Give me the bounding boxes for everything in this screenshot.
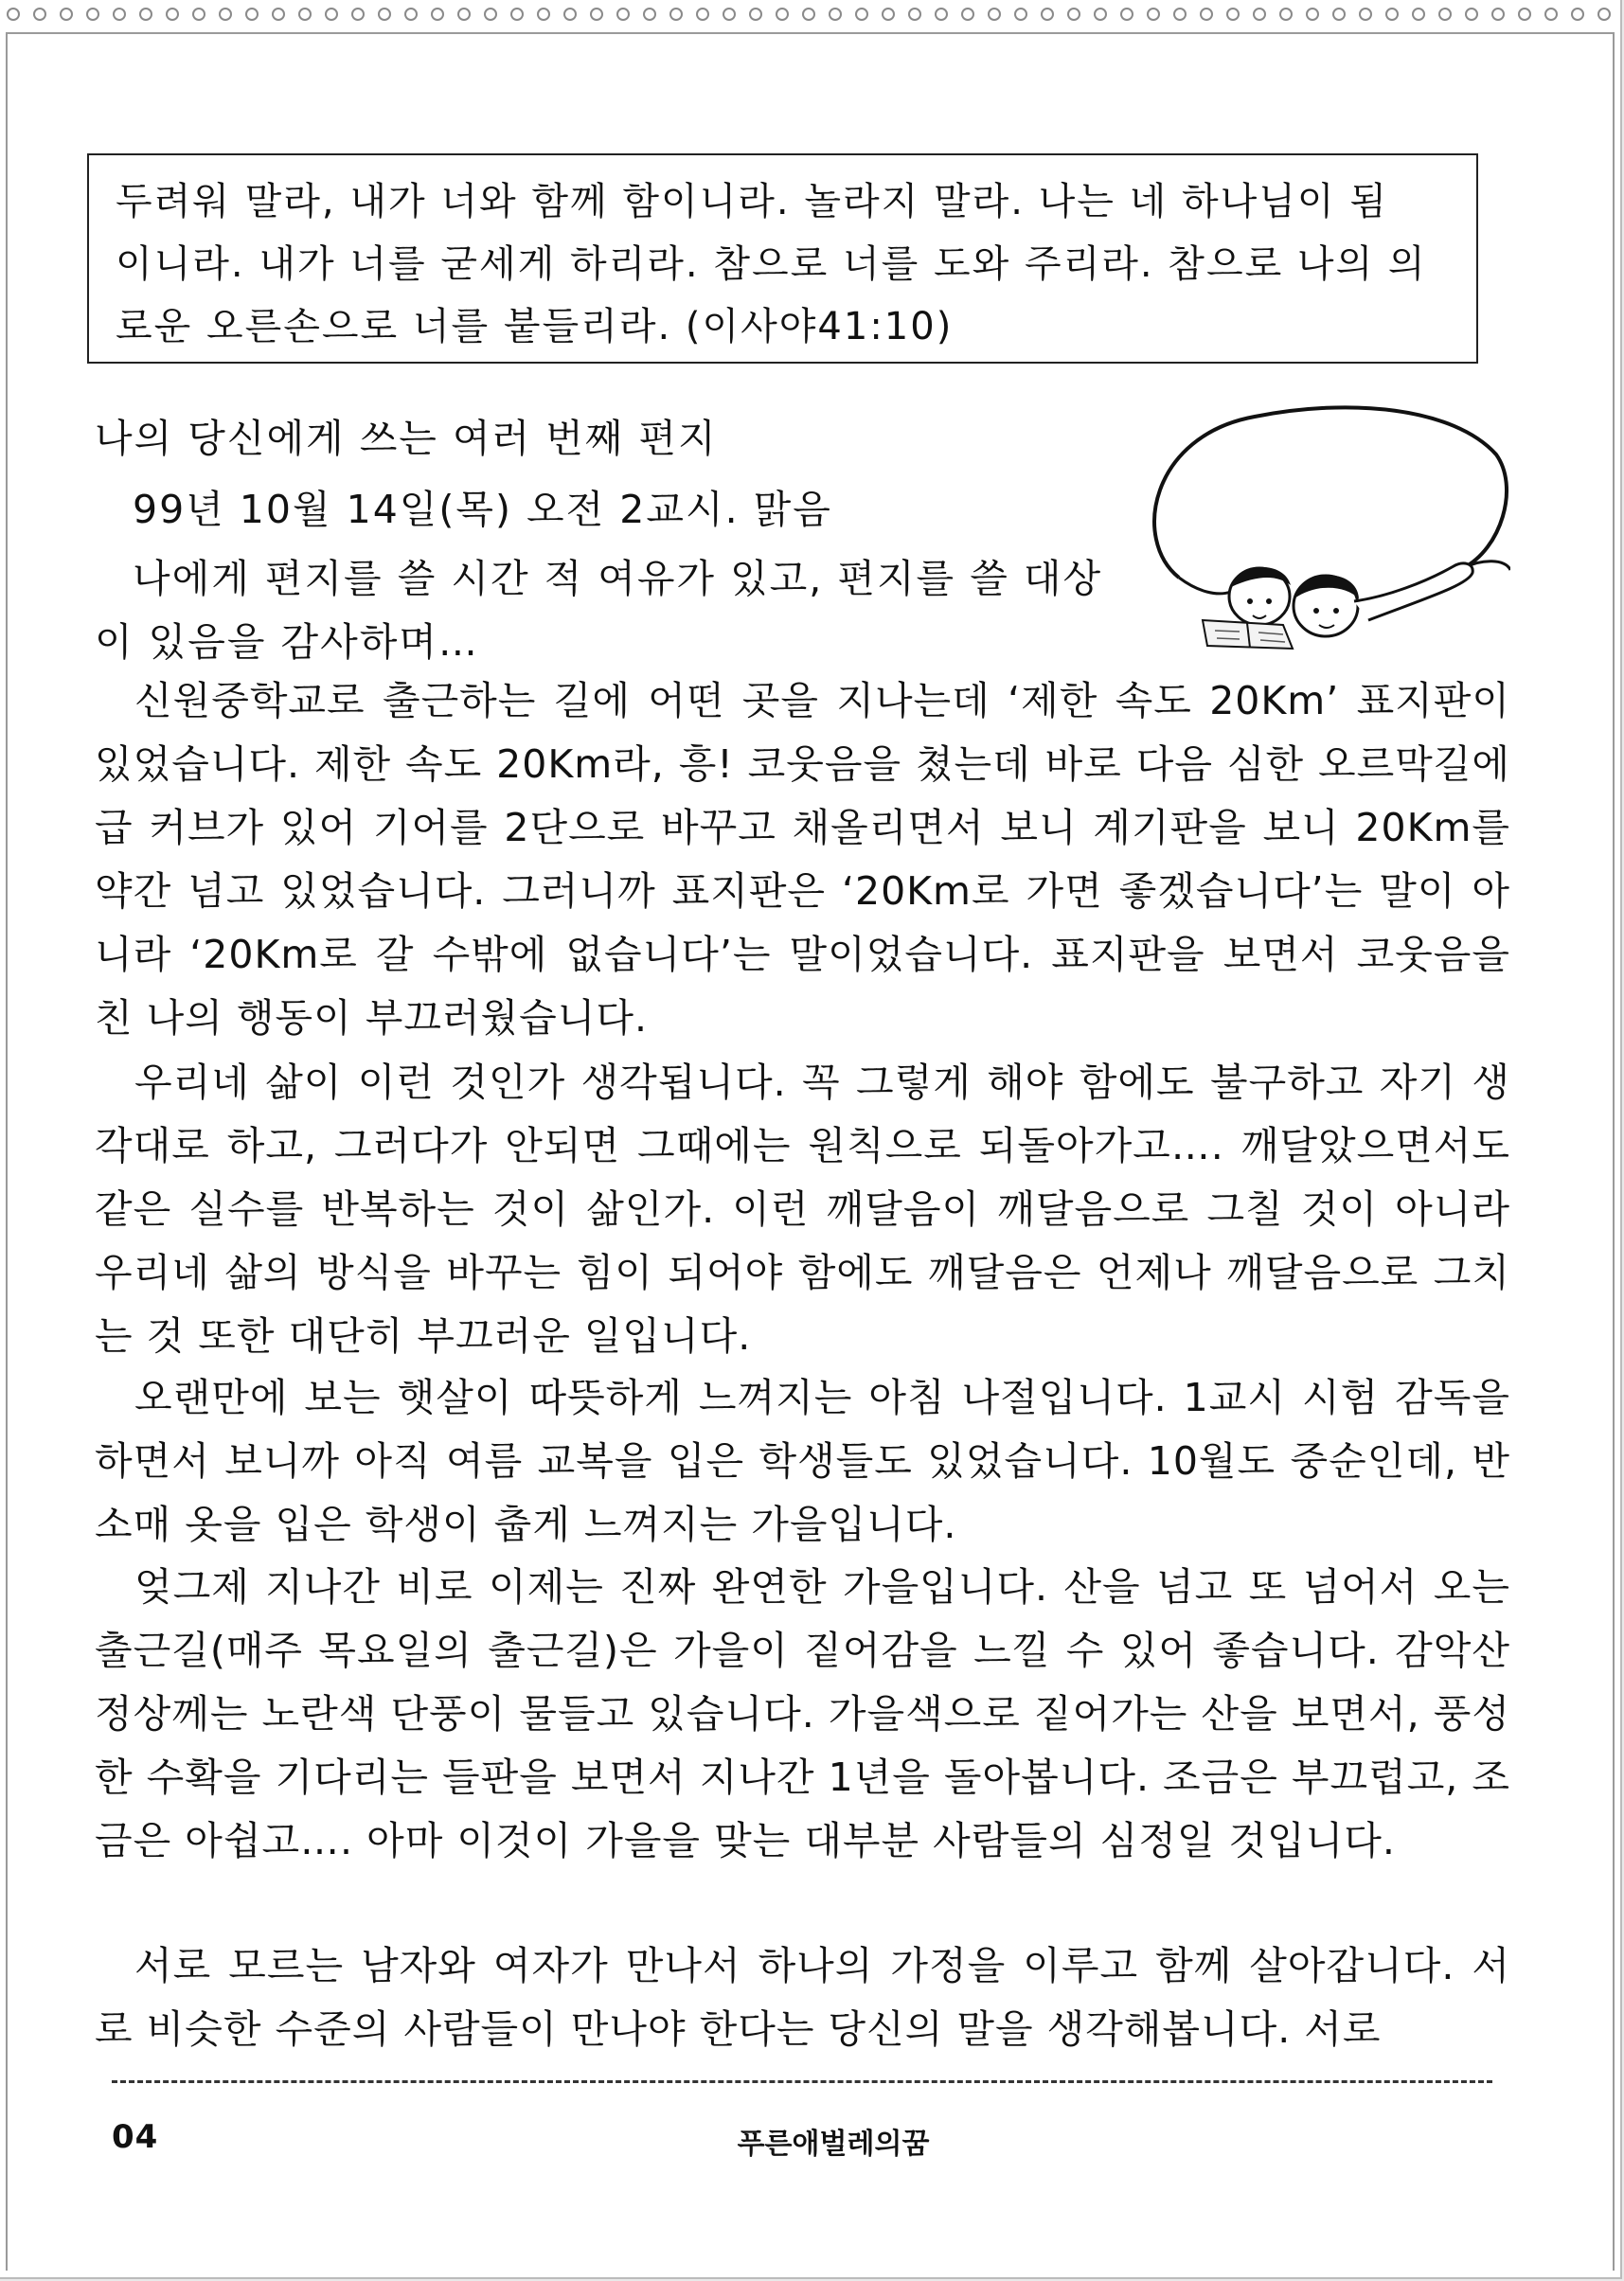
verse-line-2: 이니라. 내가 너를 굳세게 하리라. 참으로 너를 도와 주리라. 참으로 나의 의 xyxy=(116,242,1427,286)
binding-rings xyxy=(0,2,1624,27)
page-frame-right xyxy=(1613,32,1615,2271)
verse-line-3: 로운 오른손으로 너를 붙들리라. (이사야41:10) xyxy=(116,305,954,348)
page-number: 04 xyxy=(112,2118,159,2156)
letter-paragraph-5: 서로 모르는 남자와 여자가 만나서 하나의 가정을 이루고 함께 살아갑니다. 서로 비슷한 수준의 사람들이 만나야 한다는 당신의 말을 생각해봅니다. 서로 xyxy=(95,1943,1510,2052)
publication-name: 푸른애벌레의꿈 xyxy=(737,2128,930,2161)
children-reading-illustration xyxy=(1141,398,1510,663)
footer-divider xyxy=(112,2080,1492,2083)
verse-line-1: 두려워 말라, 내가 너와 함께 함이니라. 놀라지 말라. 나는 네 하나님이 됨 xyxy=(116,180,1388,223)
letter-date: 99년 10월 14일(목) 오전 2교시. 맑음 xyxy=(133,487,832,532)
letter-paragraph-4: 엊그제 지나간 비로 이제는 진짜 완연한 가을입니다. 산을 넘고 또 넘어서 오는 출근길(매주 목요일의 출근길)은 가을이 짙어감을 느낄 수 있어 좋습니다. 감악산 정상께는 노란색 단풍이 물들고 있습니다. 가을색으로 짙어가는 산을 보면서, 풍성한 수확을 기다리는 들판을 보면서 지나간 1년을 돌아봅니다. 조금은 부끄럽고, 조금은 아쉽고…. 아마 이것이 가을을 맞는 대부분 사람들의 심정일 것입니다. xyxy=(95,1564,1510,1863)
page-frame-top xyxy=(6,32,1614,34)
letter-greeting-line-2: 이 있음을 감사하며… xyxy=(95,619,479,665)
scripture-verse-box xyxy=(87,153,1478,364)
letter-paragraph-1: 신원중학교로 출근하는 길에 어떤 곳을 지나는데 ‘제한 속도 20Km’ 표지판이 있었습니다. 제한 속도 20Km라, 흥! 코웃음을 쳤는데 바로 다음 심한 오르막길에 급 커브가 있어 기어를 2단으로 바꾸고 채올리면서 보니 계기판을 보니 20Km를 약간 넘고 있었습니다. 그러니까 표지판은 ‘20Km로 가면 좋겠습니다’는 말이 아니라 ‘20Km로 갈 수밖에 없습니다’는 말이었습니다. 표지판을 보면서 코웃음을 친 나의 행동이 부끄러웠습니다. xyxy=(95,678,1510,1041)
letter-paragraph-2: 우리네 삶이 이런 것인가 생각됩니다. 꼭 그렇게 해야 함에도 불구하고 자기 생각대로 하고, 그러다가 안되면 그때에는 원칙으로 되돌아가고…. 깨달았으면서도 같은 실수를 반복하는 것이 삶인가. 이런 깨달음이 깨달음으로 그칠 것이 아니라 우리네 삶의 방식을 바꾸는 힘이 되어야 함에도 깨달음은 언제나 깨달음으로 그치는 것 또한 대단히 부끄러운 일입니다. xyxy=(95,1060,1510,1359)
letter-paragraph-3: 오랜만에 보는 햇살이 따뜻하게 느껴지는 아침 나절입니다. 1교시 시험 감독을 하면서 보니까 아직 여름 교복을 입은 학생들도 있었습니다. 10월도 중순인데, 반소매 옷을 입은 학생이 춥게 느껴지는 가을입니다. xyxy=(95,1375,1510,1547)
letter-greeting-line-1: 나에게 편지를 쓸 시간 적 여유가 있고, 편지를 쓸 대상 xyxy=(133,556,1103,601)
page-frame-left xyxy=(6,32,8,2271)
letter-title: 나의 당신에게 쓰는 여러 번째 편지 xyxy=(95,416,718,461)
